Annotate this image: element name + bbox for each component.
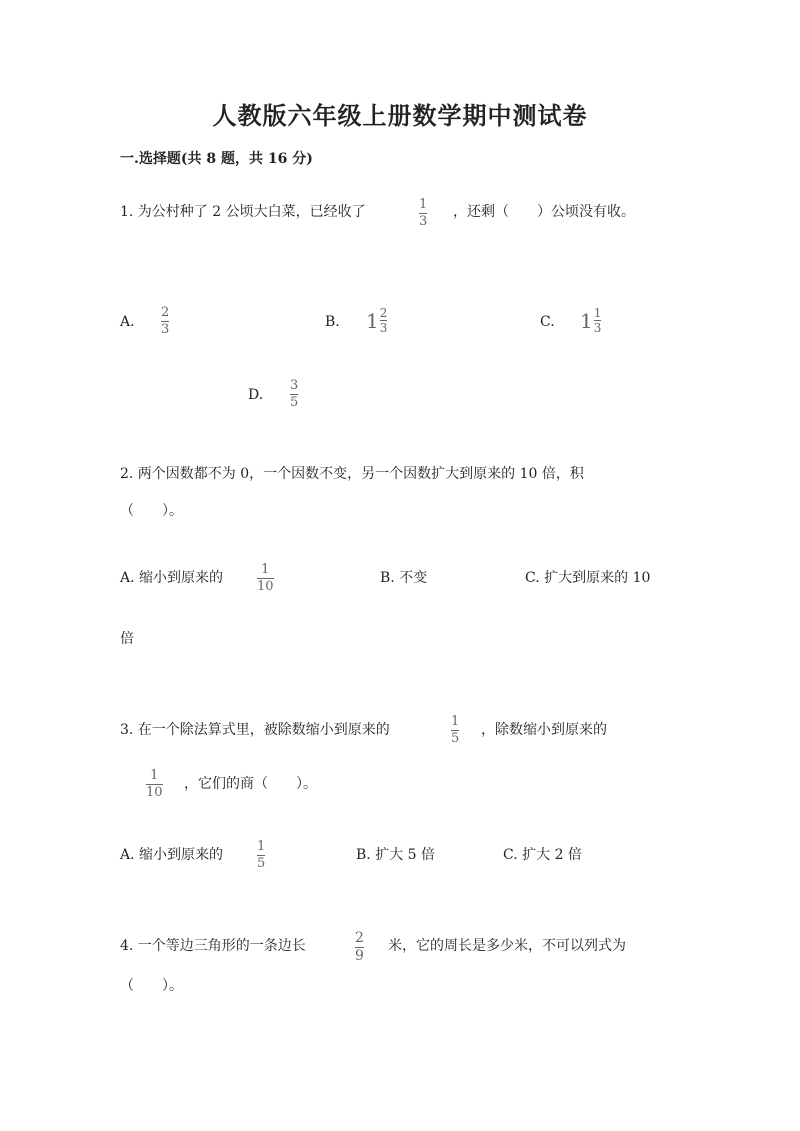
fraction-numerator: 1 [150, 768, 159, 783]
option-2c-continuation: 倍 [120, 631, 134, 647]
option-1a-fraction [161, 306, 169, 337]
option-1c-label: C. [540, 314, 555, 330]
option-1d-label: D. [248, 387, 264, 403]
question-3-fraction-2 [146, 769, 163, 800]
question-4-line-2: （ ）。 [120, 978, 183, 994]
option-3a-label: A. 缩小到原来的 [120, 847, 224, 863]
question-1-text-after: ，还剩（ ）公顷没有收。 [453, 204, 635, 220]
question-1-text-before: 1. 为公村种了 2 公顷大白菜，已经收了 [120, 204, 366, 220]
option-2a-label: A. 缩小到原来的 [120, 570, 224, 586]
fraction-numerator: 1 [419, 197, 428, 212]
option-2b-label: B. 不变 [380, 570, 428, 586]
option-2c-label: C. 扩大到原来的 10 [525, 570, 651, 586]
fraction-denominator: 3 [161, 322, 170, 337]
option-1b-label: B. [325, 314, 340, 330]
question-3-text-2: ，除数缩小到原来的 [481, 722, 607, 738]
fraction-numerator: 2 [355, 930, 364, 946]
fraction-numerator: 1 [593, 306, 602, 320]
question-4-text-before: 4. 一个等边三角形的一条边长 [120, 938, 306, 954]
option-1a-label: A. [120, 314, 135, 330]
fraction-denominator: 3 [419, 214, 428, 229]
question-2-line-2: （ ）。 [120, 503, 183, 519]
page-title: 人教版六年级上册数学期中测试卷 [212, 101, 588, 130]
option-1c-mixed-number [580, 307, 601, 334]
fraction-denominator: 5 [290, 395, 299, 410]
fraction-numerator: 1 [257, 839, 266, 854]
fraction-numerator: 1 [261, 562, 270, 577]
option-3b-label: B. 扩大 5 倍 [356, 847, 435, 863]
question-3-text-1: 3. 在一个除法算式里，被除数缩小到原来的 [120, 722, 390, 738]
fraction-denominator: 9 [355, 948, 364, 964]
option-3a-fraction [257, 840, 265, 871]
section-heading: 一.选择题(共 8 题，共 16 分) [120, 151, 313, 167]
fraction-numerator: 2 [379, 306, 388, 320]
fraction-numerator: 2 [161, 305, 170, 320]
question-3-text-3: ，它们的商（ ）。 [184, 776, 317, 792]
mixed-fraction [380, 307, 388, 334]
mixed-whole: 1 [580, 308, 593, 333]
option-2a-fraction [257, 563, 274, 594]
fraction-denominator: 3 [379, 321, 388, 335]
question-2-line-1: 2. 两个因数都不为 0，一个因数不变，另一个因数扩大到原来的 10 倍，积 [120, 466, 584, 482]
question-3-fraction-1 [451, 715, 459, 746]
fraction-denominator: 5 [257, 856, 266, 871]
fraction-numerator: 1 [451, 714, 460, 729]
option-1b-mixed-number [366, 307, 387, 334]
fraction-numerator: 3 [290, 378, 299, 393]
fraction-denominator: 10 [146, 785, 163, 800]
question-1-fraction [419, 198, 427, 229]
fraction-denominator: 3 [593, 321, 602, 335]
question-4-text-after: 米，它的周长是多少米，不可以列式为 [388, 938, 626, 954]
option-1d-fraction [290, 379, 298, 410]
option-3c-label: C. 扩大 2 倍 [503, 847, 582, 863]
mixed-fraction [594, 307, 602, 334]
mixed-whole: 1 [366, 308, 379, 333]
fraction-denominator: 5 [451, 731, 460, 746]
fraction-denominator: 10 [257, 579, 274, 594]
question-4-fraction [355, 931, 364, 964]
